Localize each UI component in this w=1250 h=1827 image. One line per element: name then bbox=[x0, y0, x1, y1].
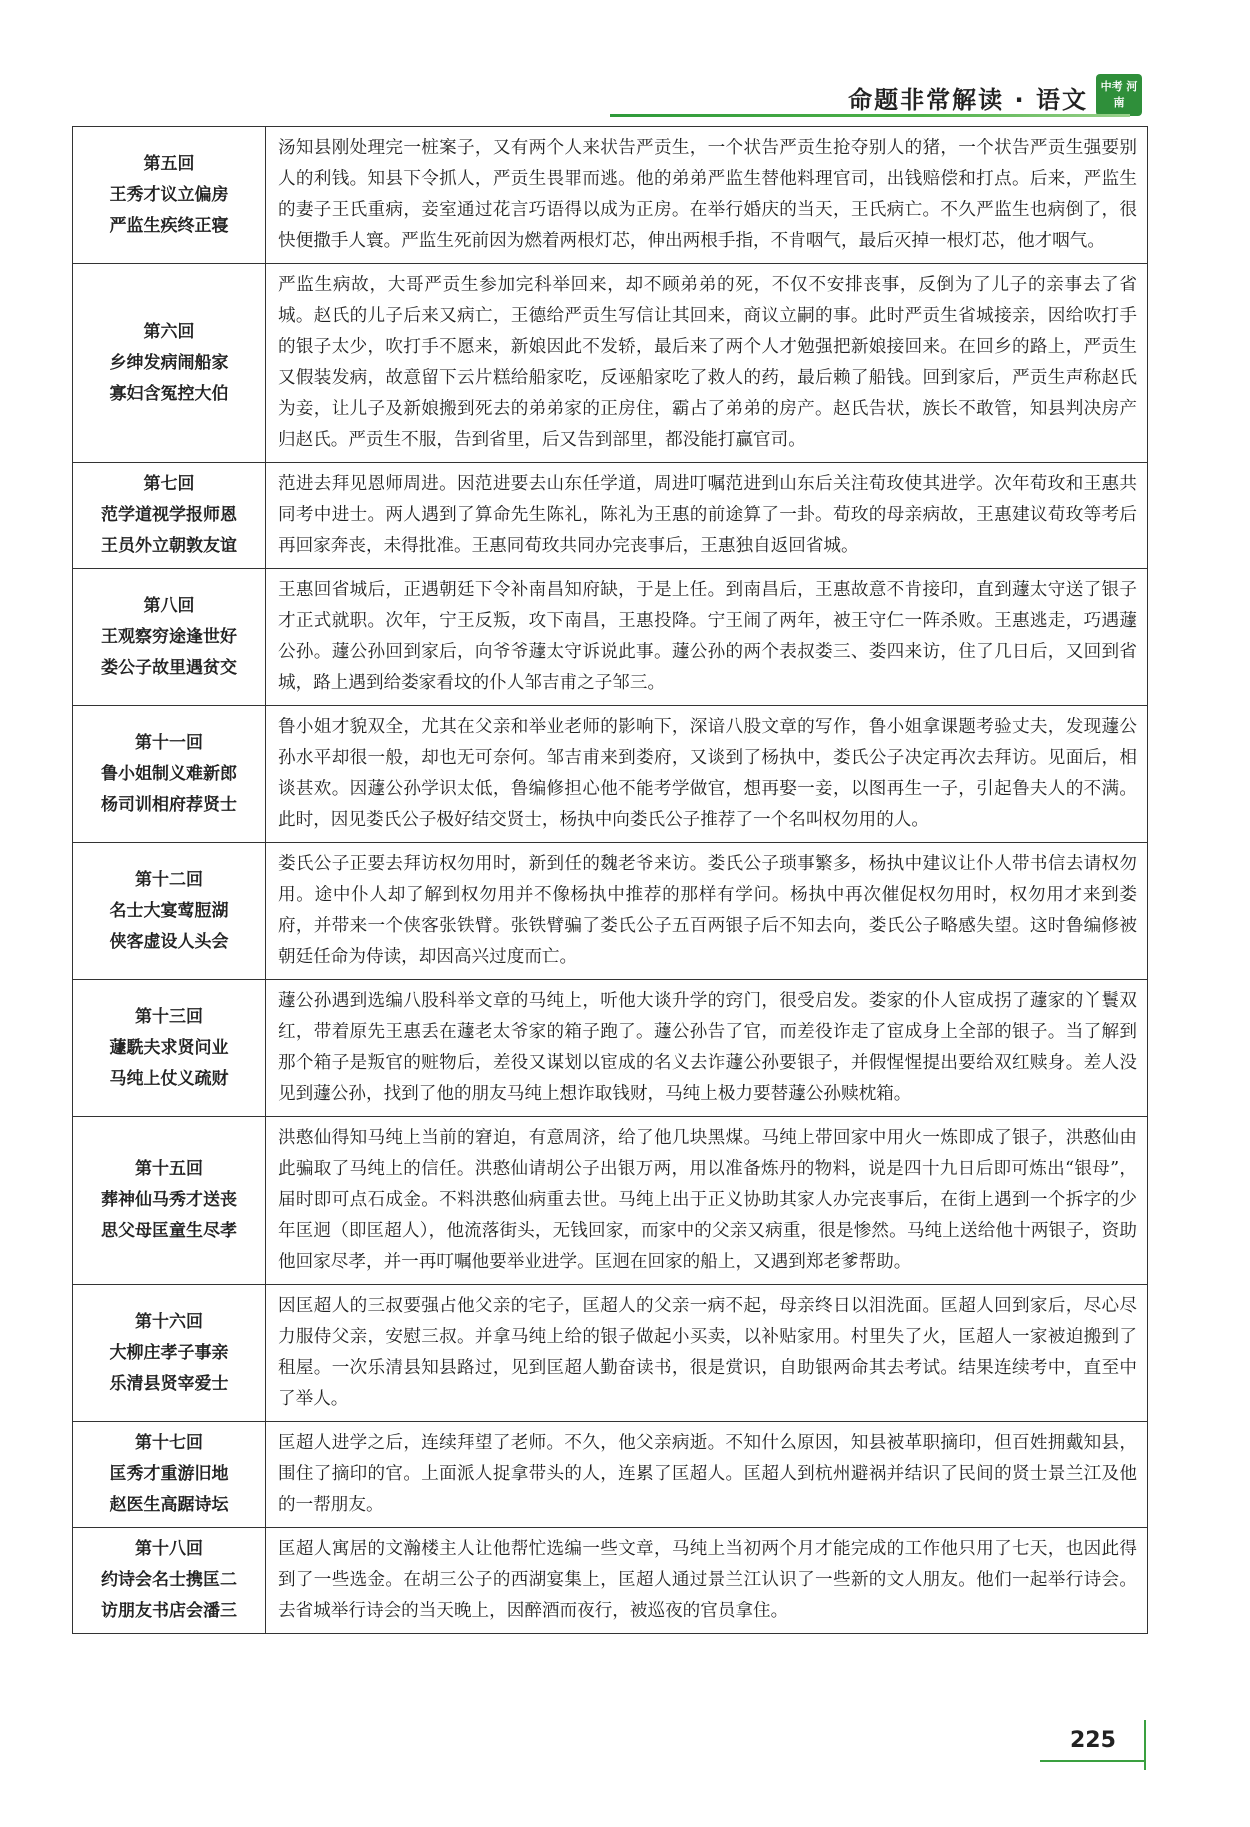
table-row bbox=[73, 706, 1148, 843]
page-number: 225 bbox=[1070, 1728, 1116, 1753]
chapter-title-line: 王秀才议立偏房 bbox=[109, 184, 229, 205]
chapter-title-line: 葬神仙马秀才送丧 bbox=[101, 1190, 237, 1210]
chapter-title-line: 鲁小姐制义难新郎 bbox=[101, 763, 237, 784]
chapter-summary: 匡超人寓居的文瀚楼主人让他帮忙选编一些文章，马纯上当初两个月才能完成的工作他只用了七天，也因此得到了一些选金。在胡三公子的西湖宴集上，匡超人通过景兰江认识了一些新的文人朋友。他们一起举行诗会。去省城举行诗会的当天晚上，因醉酒而夜行，被巡夜的官员拿住。 bbox=[266, 1528, 1148, 1634]
chapter-title-line: 名士大宴莺脰湖 bbox=[109, 900, 229, 921]
chapter-summary: 王惠回省城后，正遇朝廷下令补南昌知府缺，于是上任。到南昌后，王惠故意不肯接印，直到蘧太守送了银子才正式就职。次年，宁王反叛，攻下南昌，王惠投降。宁王闹了两年，被王守仁一阵杀败。王惠逃走，巧遇蘧公孙。蘧公孙回到家后，向爷爷蘧太守诉说此事。蘧公孙的两个表叔娄三、娄四来访，住了几日后，又回到省城，路上遇到给娄家看坟的仆人邹吉甫之子邹三。 bbox=[266, 569, 1148, 706]
table-row bbox=[73, 569, 1148, 706]
chapter-title-line: 杨司训相府荐贤士 bbox=[101, 794, 237, 815]
chapter-number: 第十二回 bbox=[135, 869, 203, 890]
page-header bbox=[610, 74, 1150, 120]
chapter-summary: 严监生病故，大哥严贡生参加完科举回来，却不顾弟弟的死，不仅不安排丧事，反倒为了儿子的亲事去了省城。赵氏的儿子后来又病亡，王德给严贡生写信让其回来，商议立嗣的事。此时严贡生省城接亲，因给吹打手的银子太少，吹打手不愿来，新娘因此不发轿，最后来了两个人才勉强把新娘接回来。在回乡的路上，严贡生又假装发病，故意留下云片糕给船家吃，反诬船家吃了救人的药，最后赖了船钱。回到家后，严贡生声称赵氏为妾，让儿子及新娘搬到死去的弟弟家的正房住，霸占了弟弟的房产。赵氏告状，族长不敢管，知县判决房产归赵氏。严贡生不服，告到省里，后又告到部里，都没能打赢官司。 bbox=[266, 264, 1148, 463]
table-row bbox=[73, 1117, 1148, 1285]
table-row bbox=[73, 463, 1148, 569]
chapter-title-line: 王员外立朝敦友谊 bbox=[101, 536, 237, 556]
chapter-summary: 汤知县刚处理完一桩案子，又有两个人来状告严贡生，一个状告严贡生抢夺别人的猪，一个状告严贡生强要别人的利钱。知县下令抓人，严贡生畏罪而逃。他的弟弟严监生替他料理官司，出钱赔偿和打点。后来，严监生的妻子王氏重病，妾室通过花言巧语得以成为正房。在举行婚庆的当天，王氏病亡。不久严监生也病倒了，很快便撒手人寰。严监生死前因为燃着两根灯芯，伸出两根手指，不肯咽气，最后灭掉一根灯芯，他才咽气。 bbox=[266, 127, 1148, 264]
chapter-number: 第十一回 bbox=[135, 732, 203, 753]
chapter-title-line: 约诗会名士携匡二 bbox=[101, 1570, 237, 1590]
chapter-number: 第十三回 bbox=[135, 1006, 203, 1027]
chapter-cell bbox=[73, 980, 266, 1117]
chapter-number: 第五回 bbox=[143, 153, 195, 174]
chapter-title-line: 蘧駪夫求贤问业 bbox=[109, 1037, 229, 1058]
table-row bbox=[73, 1422, 1148, 1528]
chapter-title-line: 寡妇含冤控大伯 bbox=[109, 383, 229, 404]
header-divider bbox=[610, 114, 1130, 117]
footer-vertical-divider bbox=[1144, 1720, 1146, 1770]
chapter-cell bbox=[73, 1285, 266, 1422]
chapter-summary: 范进去拜见恩师周进。因范进要去山东任学道，周进叮嘱范进到山东后关注荀玫使其进学。次年荀玫和王惠共同考中进士。两人遇到了算命先生陈礼，陈礼为王惠的前途算了一卦。荀玫的母亲病故，王惠建议荀玫等考后再回家奔丧，未得批准。王惠同荀玫共同办完丧事后，王惠独自返回省城。 bbox=[266, 463, 1148, 569]
chapter-title-line: 乐清县贤宰爱士 bbox=[109, 1373, 229, 1394]
zhongkao-henan-logo: 中考 河南 bbox=[1096, 74, 1142, 116]
chapter-cell bbox=[73, 1422, 266, 1528]
chapter-summary: 匡超人进学之后，连续拜望了老师。不久，他父亲病逝。不知什么原因，知县被革职摘印，但百姓拥戴知县，围住了摘印的官。上面派人捉拿带头的人，连累了匡超人。匡超人到杭州避祸并结识了民间的贤士景兰江及他的一帮朋友。 bbox=[266, 1422, 1148, 1528]
chapter-number: 第十七回 bbox=[135, 1433, 203, 1453]
chapter-title-line: 乡绅发病闹船家 bbox=[109, 352, 229, 373]
chapter-title-line: 侠客虚设人头会 bbox=[109, 931, 229, 952]
chapter-cell bbox=[73, 463, 266, 569]
chapter-summary: 鲁小姐才貌双全，尤其在父亲和举业老师的影响下，深谙八股文章的写作，鲁小姐拿课题考验丈夫，发现蘧公孙水平却很一般，却也无可奈何。邹吉甫来到娄府，又谈到了杨执中，娄氏公子决定再次去拜访。见面后，相谈甚欢。因蘧公孙学识太低，鲁编修担心他不能考学做官，想再娶一妾，以图再生一子，引起鲁夫人的不满。此时，因见娄氏公子极好结交贤士，杨执中向娄氏公子推荐了一个名叫权勿用的人。 bbox=[266, 706, 1148, 843]
chapter-title-line: 访朋友书店会潘三 bbox=[101, 1601, 237, 1621]
chapter-summary: 洪憨仙得知马纯上当前的窘迫，有意周济，给了他几块黑煤。马纯上带回家中用火一炼即成了银子，洪憨仙由此骗取了马纯上的信任。洪憨仙请胡公子出银万两，用以准备炼丹的物料，说是四十九日后即可炼出“银母”，届时即可点石成金。不料洪憨仙病重去世。马纯上出于正义协助其家人办完丧事后，在街上遇到一个拆字的少年匡迥（即匡超人），他流落街头，无钱回家，而家中的父亲又病重，很是惨然。马纯上送给他十两银子，资助他回家尽孝，并一再叮嘱他要举业进学。匡迥在回家的船上，又遇到郑老爹帮助。 bbox=[266, 1117, 1148, 1285]
chapter-number: 第十五回 bbox=[135, 1159, 203, 1179]
chapter-title-line: 思父母匡童生尽孝 bbox=[101, 1221, 237, 1241]
chapter-number: 第八回 bbox=[143, 595, 195, 616]
chapter-number: 第六回 bbox=[143, 321, 195, 342]
page-footer bbox=[1040, 1720, 1150, 1770]
chapter-number: 第十八回 bbox=[135, 1539, 203, 1559]
chapter-cell bbox=[73, 264, 266, 463]
chapter-cell bbox=[73, 1528, 266, 1634]
table-row bbox=[73, 1285, 1148, 1422]
book-title: 命题非常解读 · 语文 bbox=[848, 86, 1088, 114]
chapter-title-line: 范学道视学报师恩 bbox=[101, 505, 237, 525]
chapter-title-line: 大柳庄孝子事亲 bbox=[109, 1342, 229, 1363]
chapter-title-line: 匡秀才重游旧地 bbox=[109, 1464, 229, 1484]
chapter-title-line: 马纯上仗义疏财 bbox=[109, 1068, 229, 1089]
chapter-title-line: 王观察穷途逢世好 bbox=[101, 626, 237, 647]
chapter-cell bbox=[73, 706, 266, 843]
chapter-summary: 因匡超人的三叔要强占他父亲的宅子，匡超人的父亲一病不起，母亲终日以泪洗面。匡超人回到家后，尽心尽力服侍父亲，安慰三叔。并拿马纯上给的银子做起小买卖，以补贴家用。村里失了火，匡超人一家被迫搬到了租屋。一次乐清县知县路过，见到匡超人勤奋读书，很是赏识，自助银两命其去考试。结果连续考中，直至中了举人。 bbox=[266, 1285, 1148, 1422]
chapter-summary-table bbox=[72, 126, 1148, 1634]
chapter-summary: 蘧公孙遇到选编八股科举文章的马纯上，听他大谈升学的窍门，很受启发。娄家的仆人宦成拐了蘧家的丫鬟双红，带着原先王惠丢在蘧老太爷家的箱子跑了。蘧公孙告了官，而差役诈走了宦成身上全部的银子。当了解到那个箱子是叛官的赃物后，差役又谋划以宦成的名义去诈蘧公孙要银子，并假惺惺提出要给双红赎身。差人没见到蘧公孙，找到了他的朋友马纯上想诈取钱财，马纯上极力要替蘧公孙赎枕箱。 bbox=[266, 980, 1148, 1117]
chapter-summary: 娄氏公子正要去拜访权勿用时，新到任的魏老爷来访。娄氏公子琐事繁多，杨执中建议让仆人带书信去请权勿用。途中仆人却了解到权勿用并不像杨执中推荐的那样有学问。杨执中再次催促权勿用时，权勿用才来到娄府，并带来一个侠客张铁臂。张铁臂骗了娄氏公子五百两银子后不知去向，娄氏公子略感失望。这时鲁编修被朝廷任命为侍读，却因高兴过度而亡。 bbox=[266, 843, 1148, 980]
chapter-cell bbox=[73, 1117, 266, 1285]
table-row bbox=[73, 127, 1148, 264]
footer-divider bbox=[1040, 1760, 1146, 1762]
chapter-title-line: 赵医生高踞诗坛 bbox=[109, 1495, 229, 1515]
table-row bbox=[73, 843, 1148, 980]
table-row bbox=[73, 264, 1148, 463]
table-row bbox=[73, 980, 1148, 1117]
chapter-cell bbox=[73, 843, 266, 980]
chapter-cell bbox=[73, 569, 266, 706]
table-row bbox=[73, 1528, 1148, 1634]
chapter-number: 第七回 bbox=[143, 474, 195, 494]
chapter-title-line: 严监生疾终正寝 bbox=[109, 215, 229, 236]
chapter-cell bbox=[73, 127, 266, 264]
chapter-number: 第十六回 bbox=[135, 1311, 203, 1332]
chapter-title-line: 娄公子故里遇贫交 bbox=[101, 657, 237, 678]
